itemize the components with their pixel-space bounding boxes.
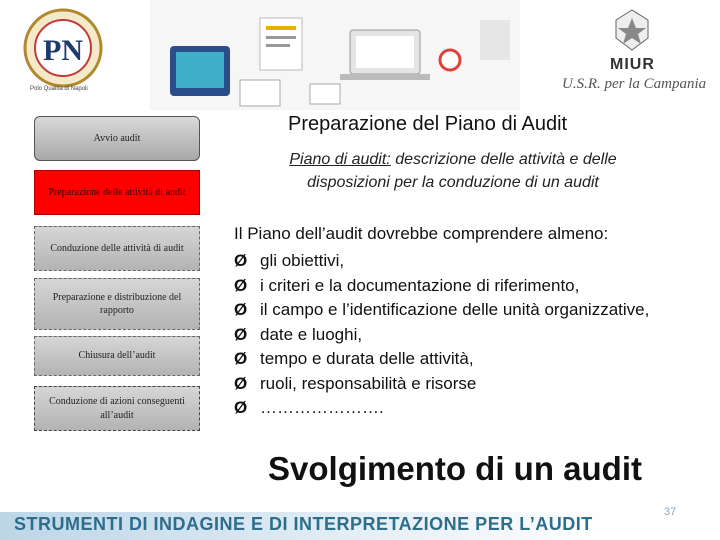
flow-step-preparazione-active: Preparazione delle attività di audit [34, 170, 200, 215]
arrow-bullet-icon: Ø [234, 251, 248, 270]
page-number: 37 [664, 506, 677, 518]
section-title: Svolgimento di un audit [268, 450, 642, 487]
list-intro: Il Piano dell’audit dovrebbe comprendere almeno: [234, 224, 609, 243]
bullet-list [234, 249, 649, 421]
definition-term: Piano di audit: [289, 151, 391, 168]
list-item: Ø gli obiettivi, [234, 249, 649, 274]
office-illustration [150, 0, 520, 110]
list-item: Ø il campo e l’identificazione delle unità organizzative, [234, 298, 649, 323]
flow-step-conduzione: Conduzione delle attività di audit [34, 226, 200, 271]
arrow-bullet-icon: Ø [234, 275, 248, 295]
list-item: Ø date e luoghi, [234, 323, 649, 348]
definition-paragraph [246, 148, 660, 194]
list-item: Ø tempo e durata delle attività, [234, 347, 649, 372]
footer-banner-text: STRUMENTI DI INDAGINE E DI INTERPRETAZIONE PER L’AUDIT [14, 514, 593, 534]
usr-campania-label: U.S.R. per la Campania [562, 76, 707, 92]
list-item: Ø ruoli, responsabilità e risorse [234, 372, 649, 397]
miur-label: MIUR [610, 56, 655, 73]
arrow-bullet-icon: Ø [234, 398, 248, 417]
flow-step-avvio: Avvio audit [34, 116, 200, 161]
flow-step-azioni: Conduzione di azioni conseguenti all’audit [34, 386, 200, 431]
list-item: Ø i criteri e la documentazione di riferimento, [234, 274, 649, 299]
republic-emblem-icon [612, 8, 652, 52]
arrow-bullet-icon: Ø [234, 373, 248, 393]
arrow-bullet-icon: Ø [234, 300, 248, 319]
logo-caption: Polo Qualità di Napoli [30, 86, 88, 92]
arrow-bullet-icon: Ø [234, 349, 248, 368]
logo-letters: PN [43, 34, 83, 67]
flow-step-rapporto: Preparazione e distribuzione del rapporto [34, 278, 200, 330]
slide-title: Preparazione del Piano di Audit [288, 113, 568, 135]
list-item: Ø …………………. [234, 396, 649, 421]
arrow-bullet-icon: Ø [234, 324, 248, 344]
definition-text: descrizione delle attività e delle disposizioni per la conduzione di un audit [307, 151, 617, 192]
flow-step-chiusura: Chiusura dell’audit [34, 336, 200, 376]
